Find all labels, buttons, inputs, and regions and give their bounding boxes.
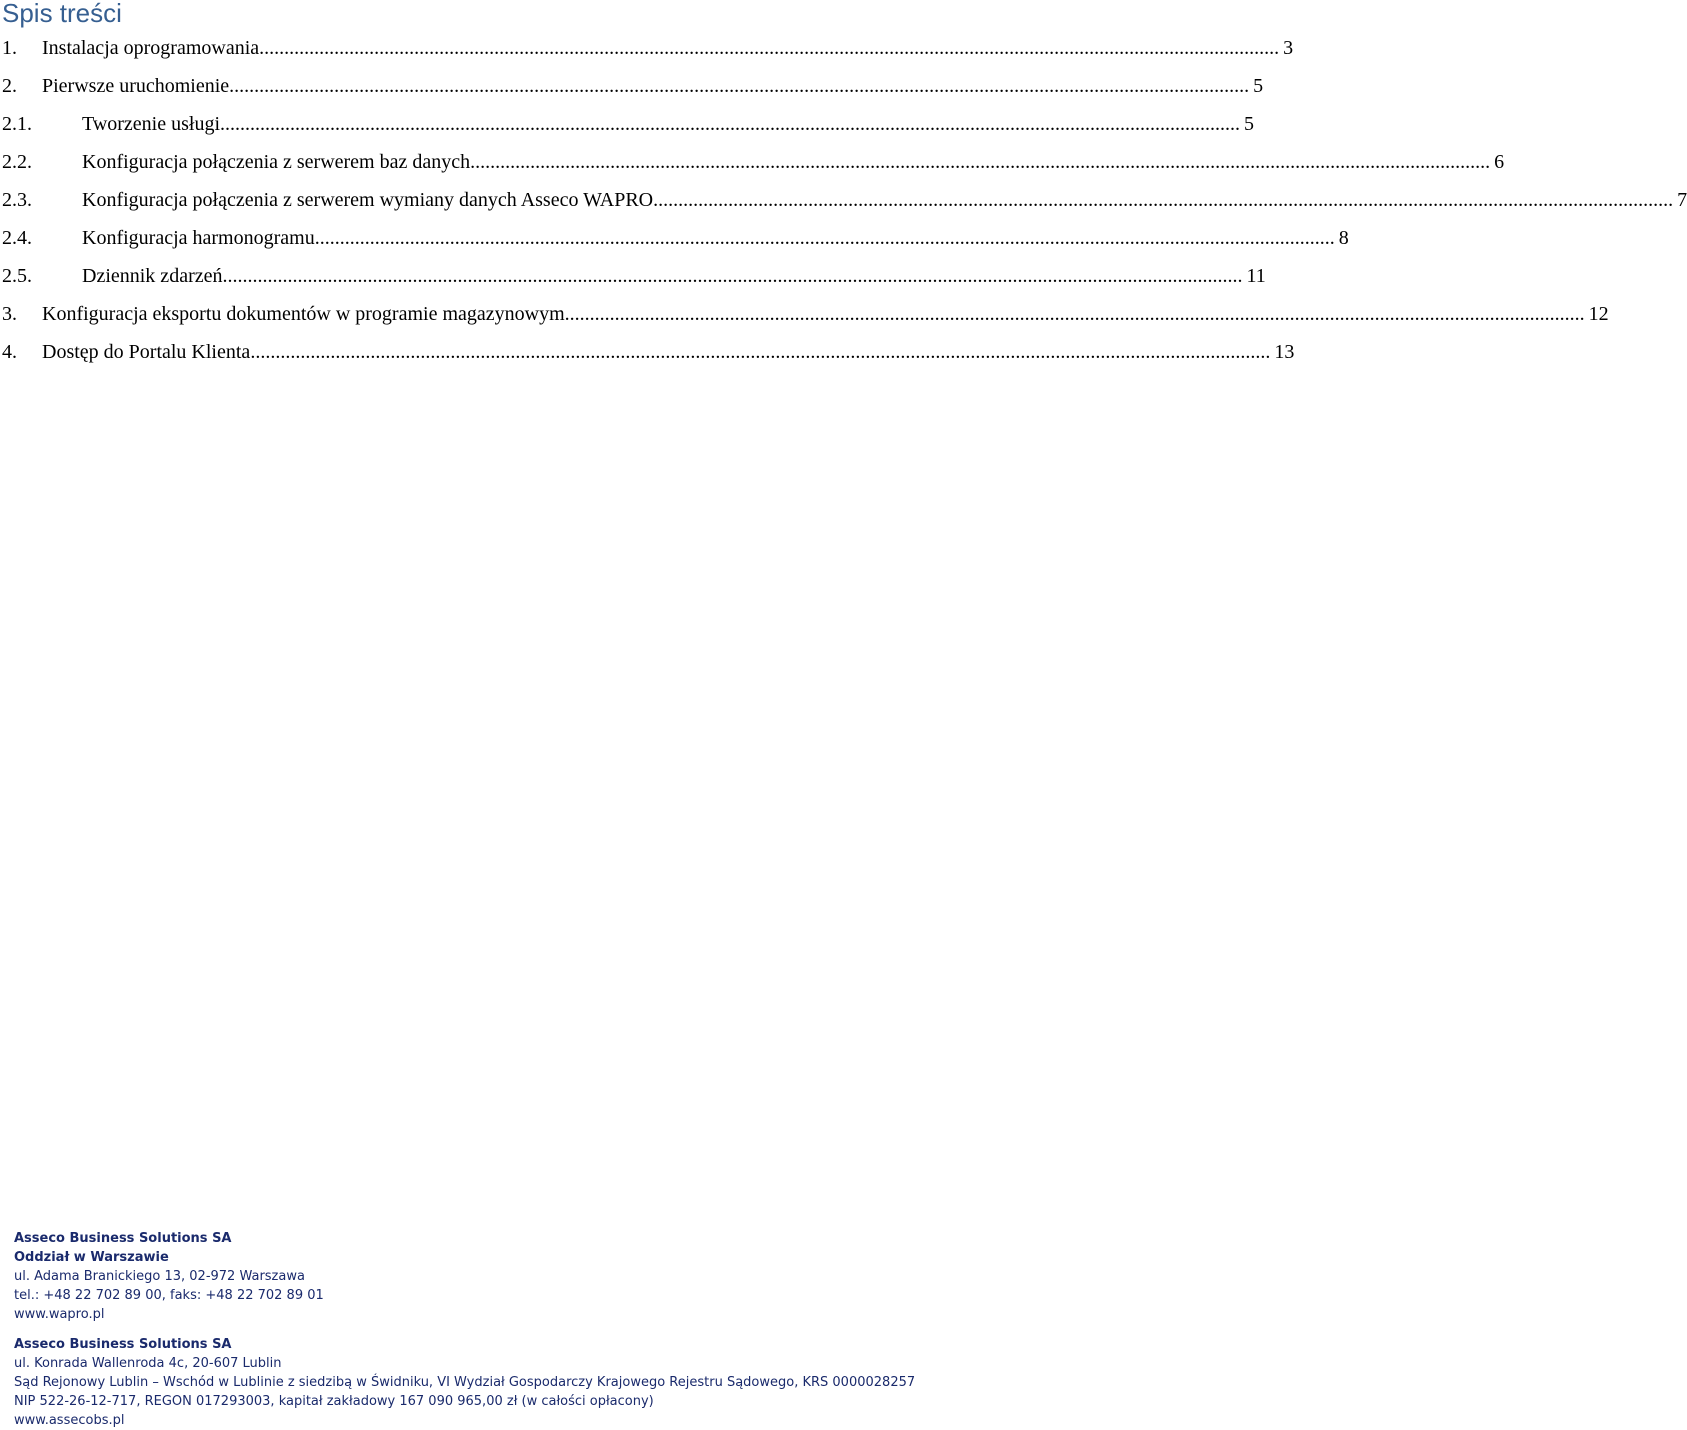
toc-entry-page: 11 [1246, 265, 1266, 287]
toc-entry-page: 5 [1253, 75, 1264, 97]
toc-leader-dots: ............................................................................................................................................................................................................ [220, 113, 1241, 135]
footer-company-name: Asseco Business Solutions SA [14, 1231, 232, 1246]
toc-leader-dots: ............................................................................................................................................................................................................ [470, 151, 1491, 173]
toc-entry-text: Tworzenie usługi [82, 113, 221, 135]
toc-entry-text: Instalacja oprogramowania [42, 37, 260, 59]
toc-entry-text: Dziennik zdarzeń [82, 265, 223, 287]
toc-leader-dots: ............................................................................................................................................................................................................ [229, 75, 1250, 97]
toc-entry-number: 4. [2, 341, 17, 363]
footer-phone: tel.: +48 22 702 89 00, faks: +48 22 702 89 01 [14, 1288, 324, 1303]
footer-address: ul. Adama Branickiego 13, 02-972 Warszawa [14, 1269, 305, 1284]
toc-leader-dots: ............................................................................................................................................................................................................ [259, 37, 1280, 59]
footer-company-name: Asseco Business Solutions SA [14, 1337, 232, 1352]
toc-entry-number: 2.2. [2, 151, 32, 173]
footer-tax-registry: NIP 522-26-12-717, REGON 017293003, kapitał zakładowy 167 090 965,00 zł (w całości opłacony) [14, 1394, 654, 1409]
toc-entry[interactable] [0, 258, 1266, 287]
toc-entry-number: 2.1. [2, 113, 32, 135]
toc-entry[interactable] [0, 334, 1295, 363]
footer-website-link[interactable]: www.wapro.pl [14, 1307, 105, 1322]
footer-address: ul. Konrada Wallenroda 4c, 20-607 Lublin [14, 1356, 282, 1371]
toc-entry-number: 2. [2, 75, 17, 97]
footer-branch-name: Oddział w Warszawie [14, 1250, 169, 1265]
toc-entry-number: 2.4. [2, 227, 32, 249]
toc-entry-page: 3 [1283, 37, 1294, 59]
toc-leader-dots: ............................................................................................................................................................................................................ [250, 341, 1271, 363]
toc-entry-number: 2.3. [2, 189, 32, 211]
footer-website-link[interactable]: www.assecobs.pl [14, 1413, 125, 1428]
toc-leader-dots: ............................................................................................................................................................................................................ [222, 265, 1243, 287]
toc-entry-text: Konfiguracja połączenia z serwerem wymiany danych Asseco WAPRO [82, 189, 654, 211]
toc-entry-page: 5 [1244, 113, 1255, 135]
toc-entry[interactable] [0, 106, 1255, 135]
toc-entry[interactable] [0, 296, 1609, 325]
toc-entry-text: Pierwsze uruchomienie [42, 75, 230, 97]
toc-entry[interactable] [0, 182, 1687, 211]
toc-entry[interactable] [0, 30, 1294, 59]
toc-entry-text: Konfiguracja połączenia z serwerem baz danych [82, 151, 471, 173]
toc-title: Spis treści [2, 0, 122, 28]
toc-leader-dots: ............................................................................................................................................................................................................ [564, 303, 1585, 325]
toc-entry[interactable] [0, 220, 1349, 249]
toc-entry-page: 12 [1588, 303, 1609, 325]
toc-entry-page: 6 [1494, 151, 1505, 173]
toc-entry-number: 1. [2, 37, 17, 59]
toc-entry[interactable] [0, 144, 1505, 173]
toc-entry[interactable] [0, 68, 1264, 97]
toc-entry-text: Konfiguracja harmonogramu [82, 227, 315, 249]
toc-entry-page: 8 [1338, 227, 1349, 249]
toc-entry-number: 2.5. [2, 265, 32, 287]
toc-leader-dots: ............................................................................................................................................................................................................ [653, 189, 1674, 211]
toc-entry-text: Dostęp do Portalu Klienta [42, 341, 251, 363]
toc-entry-number: 3. [2, 303, 17, 325]
footer-court-registration: Sąd Rejonowy Lublin – Wschód w Lublinie z siedzibą w Świdniku, VI Wydział Gospodarczy Krajowego Rejestru Sądowego, KRS 0000028257 [14, 1375, 916, 1390]
toc-entry-page: 13 [1274, 341, 1295, 363]
toc-entry-text: Konfiguracja eksportu dokumentów w programie magazynowym [42, 303, 565, 325]
toc-entry-page: 7 [1677, 189, 1687, 211]
toc-leader-dots: ............................................................................................................................................................................................................ [314, 227, 1335, 249]
